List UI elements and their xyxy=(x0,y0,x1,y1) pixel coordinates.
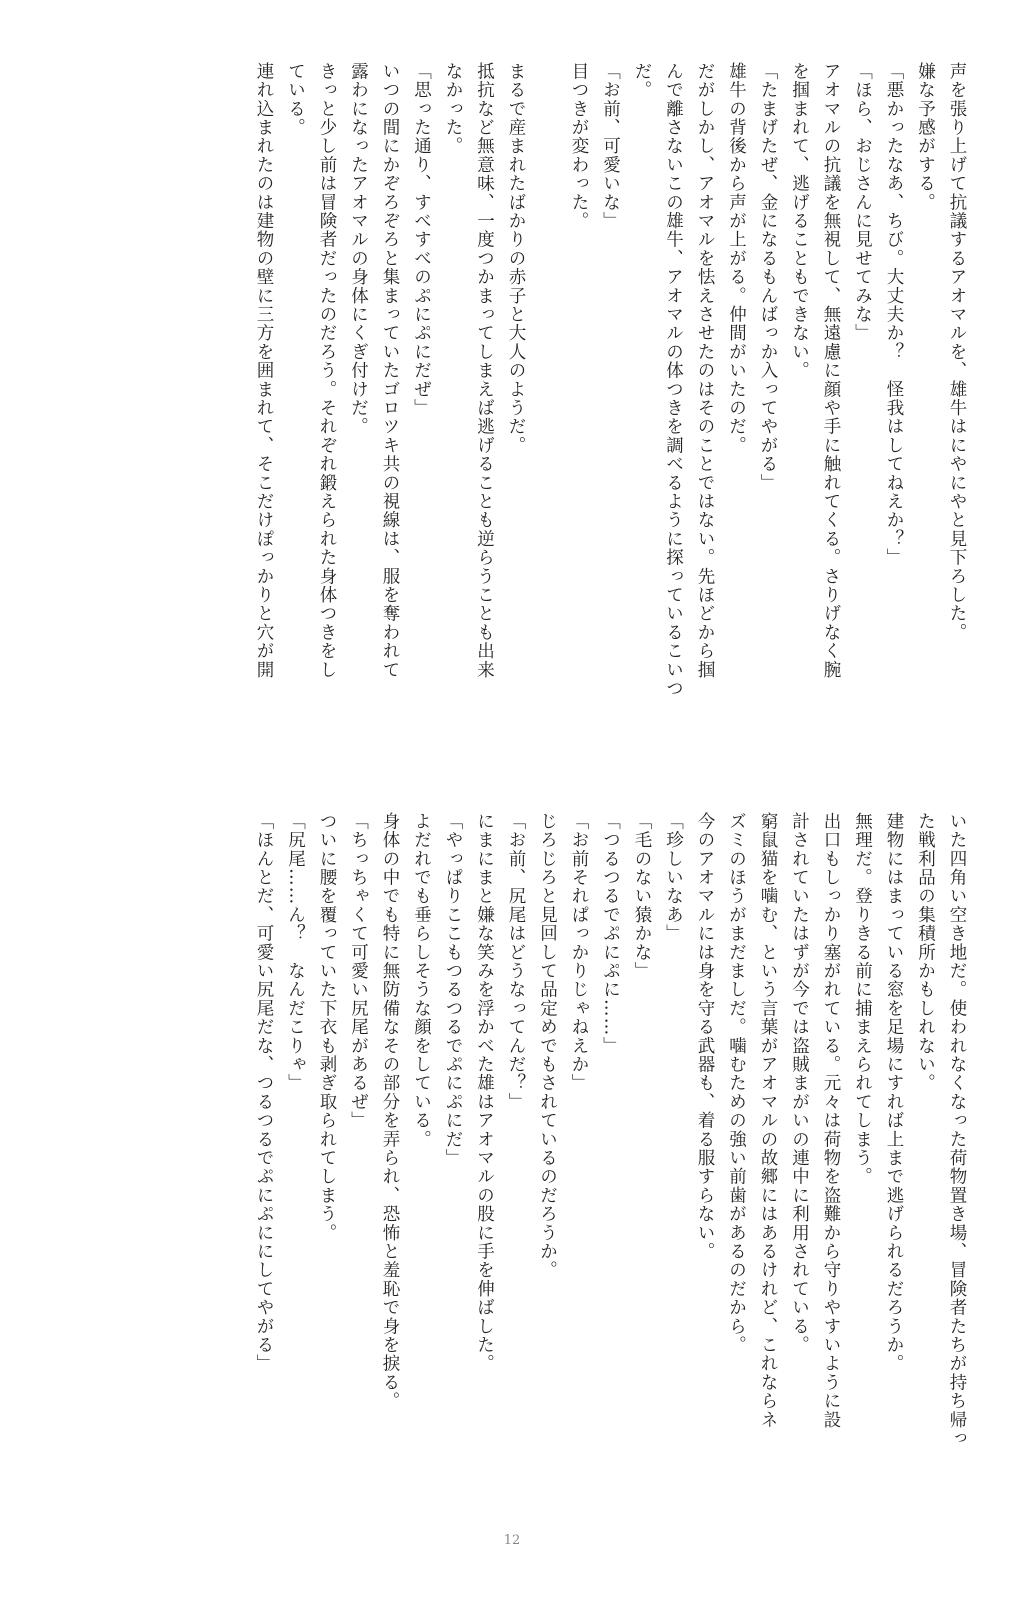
text-line: ズミのほうがまだましだ。噛むための強い前歯があるのだから。 xyxy=(726,812,747,1355)
text-line: よだれでも垂らしそうな顔をしている。 xyxy=(411,812,432,1149)
text-line: 露わになったアオマルの身体にくぎ付けだ。 xyxy=(348,62,369,436)
text-line: いた四角い空き地だ。使われなくなった荷物置き場、冒険者たちが持ち帰っ xyxy=(947,812,967,1448)
text-line: ている。 xyxy=(285,62,306,137)
text-line: 「つるつるでぷにぷに……」 xyxy=(600,812,621,1056)
text-line: 今のアオマルには身を守る武器も、着る服すらない。 xyxy=(695,812,715,1261)
text-line: 「やっぱりここもつるつるでぷにぷにだ」 xyxy=(443,812,463,1168)
text-line: 「ちっちゃくて可愛い尻尾があるぜ」 xyxy=(348,812,369,1130)
text-line: 「たまげたぜ、金になるもんばっか入ってやがる」 xyxy=(758,62,778,493)
text-line: いつの間にかぞろぞろと集まっていたゴロツキ共の視線は、服を奪われて xyxy=(380,62,400,680)
text-block-bottom xyxy=(37,812,972,1452)
text-line: だがしかし、アオマルを怯えさせたのはそのことではない。先ほどから掴 xyxy=(695,62,715,680)
text-line: んで離さないこの雄牛、アオマルの体つきを調べるように探っているこいつ xyxy=(663,62,684,698)
text-block-top xyxy=(37,62,972,752)
text-line: 「悪かったなあ、ちび。大丈夫か？ 怪我はしてねえか？」 xyxy=(884,62,904,567)
text-line: 身体の中でも特に無防備なその部分を弄られ、恐怖と羞恥で身を捩る。 xyxy=(380,812,400,1411)
text-line: 「思った通り、すべすべのぷにぷにだぜ」 xyxy=(411,62,432,418)
text-line: た戦利品の集積所かもしれない。 xyxy=(915,812,936,1093)
page-number: 12 xyxy=(503,1533,521,1544)
text-line: きっと少し前は冒険者だったのだろう。それぞれ鍛えられた身体つきをし xyxy=(317,62,337,680)
text-line: ついに腰を覆っていた下衣も剥ぎ取られてしまう。 xyxy=(317,812,337,1243)
text-line: を掴まれて、逃げることもできない。 xyxy=(789,62,810,380)
text-line: 雄牛の背後から声が上がる。仲間がいたのだ。 xyxy=(726,62,747,455)
text-line: 抵抗など無意味、一度つかまってしまえば逃げることも逆らうことも出来 xyxy=(474,62,495,680)
text-line: 「珍しいなあ」 xyxy=(663,812,684,943)
text-line: 連れ込まれたのは建物の壁に三方を囲まれて、そこだけぽっかりと穴が開 xyxy=(254,62,274,680)
text-line: 嫌な予感がする。 xyxy=(915,62,936,212)
text-line: 「ほら、おじさんに見せてみな」 xyxy=(852,62,873,343)
text-line: 「お前それぱっかりじゃねえか」 xyxy=(569,812,589,1093)
text-line: 無理だ。登りきる前に捕まえられてしまう。 xyxy=(852,812,873,1186)
text-line: だ。 xyxy=(632,62,652,100)
text-line: 窮鼠猫を噛む、という言葉がアオマルの故郷にはあるけれど、これならネ xyxy=(758,812,778,1430)
text-line: なかった。 xyxy=(443,62,463,156)
text-line: 「尻尾……ん？ なんだこりゃ」 xyxy=(285,812,306,1093)
text-line: 出口もしっかり塞がれている。元々は荷物を盗難から守りやすいように設 xyxy=(821,812,841,1430)
blank-line xyxy=(531,62,563,752)
text-line: 目つきが変わった。 xyxy=(569,62,589,231)
text-line: アオマルの抗議を無視して、無遠慮に顔や手に触れてくる。さりげなく腕 xyxy=(821,62,841,680)
text-line: 計されていたはずが今では盗賊まがいの連中に利用されている。 xyxy=(789,812,810,1355)
text-line: 「お前、尻尾はどうなってんだ？」 xyxy=(506,812,526,1112)
text-line: にまにまと嫌な笑みを浮かべた雄はアオマルの股に手を伸ばした。 xyxy=(474,812,495,1373)
text-line: まるで産まれたばかりの赤子と大人のようだ。 xyxy=(506,62,526,455)
text-line: 「お前、可愛いな」 xyxy=(600,62,621,231)
text-line: じろじろと見回して品定めでもされているのだろうか。 xyxy=(537,812,558,1280)
text-line: 声を張り上げて抗議するアオマルを、雄牛はにやにやと見下ろした。 xyxy=(947,62,967,642)
text-line: 「ほんとだ、可愛い尻尾だな、つるつるでぷにぷににしてやがる」 xyxy=(254,812,274,1373)
text-line: 「毛のない猿かな」 xyxy=(632,812,652,981)
text-line: 建物にはまっている窓を足場にすれば上まで逃げられるだろうか。 xyxy=(884,812,904,1373)
